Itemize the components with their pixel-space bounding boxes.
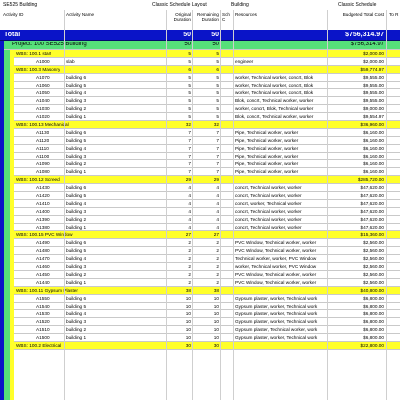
activity-row[interactable] — [0, 113, 400, 121]
original-duration: 5 — [188, 114, 191, 120]
activity-name: building 6 — [66, 129, 87, 135]
original-duration: 6 — [188, 66, 191, 72]
activity-row[interactable] — [0, 216, 400, 224]
original-duration: 10 — [185, 335, 191, 341]
remaining-duration: 7 — [216, 137, 219, 143]
budgeted-cost: $2,000.00 — [363, 51, 384, 56]
resources: Gypsum plaster, worker, Technical work — [235, 335, 318, 341]
remaining-duration: 10 — [213, 303, 219, 309]
original-duration: 7 — [188, 161, 191, 167]
activity-row[interactable] — [0, 97, 400, 105]
original-duration: 2 — [188, 248, 191, 254]
budgeted-cost: $36,960.00 — [360, 122, 384, 128]
budgeted-cost: $6,800.00 — [363, 319, 384, 325]
original-duration: 2 — [188, 256, 191, 262]
activity-name: building 6 — [66, 74, 87, 80]
wbs-name: WBS: 100.12 Screed — [16, 177, 60, 183]
activity-row[interactable] — [0, 58, 400, 66]
budgeted-cost: $6,160.00 — [363, 137, 384, 143]
budgeted-cost: $9,554.97 — [363, 114, 384, 120]
resources: concrt, Technical worker, worker — [235, 185, 302, 191]
remaining-duration: 10 — [213, 335, 219, 341]
budgeted-cost: $6,800.00 — [363, 311, 384, 317]
original-duration: 5 — [188, 51, 191, 56]
activity-name: building 1 — [66, 169, 87, 175]
budgeted-cost: $6,160.00 — [363, 129, 384, 135]
col-activity-name[interactable]: Activity Name — [66, 12, 95, 17]
resources: Gypsum plaster, worker, Technical work — [235, 303, 318, 309]
wbs-row[interactable] — [0, 176, 400, 184]
original-duration: 4 — [188, 200, 191, 206]
activity-name: building 4 — [66, 256, 87, 262]
total-remaining-duration: 50 — [211, 32, 219, 38]
total-row[interactable] — [0, 30, 400, 41]
activity-row[interactable] — [0, 271, 400, 279]
budgeted-cost: $6,160.00 — [363, 153, 384, 159]
grid-line — [64, 10, 65, 400]
remaining-duration: 5 — [216, 90, 219, 96]
activity-id: A1020 — [36, 114, 50, 120]
budgeted-cost: $40,800.00 — [360, 287, 384, 293]
budgeted-cost: $6,800.00 — [363, 327, 384, 333]
resources: worker, Technical worker, PVC Window — [235, 264, 317, 270]
remaining-duration: 4 — [216, 200, 219, 206]
original-duration: 5 — [188, 82, 191, 88]
original-duration: 7 — [188, 153, 191, 159]
activity-name: building 5 — [66, 137, 87, 143]
activity-name: building 5 — [66, 193, 87, 199]
activity-id: A1000 — [36, 58, 50, 64]
remaining-duration: 4 — [216, 185, 219, 191]
project-budgeted-cost: $756,314.97 — [350, 42, 384, 47]
resources: worker, concrt, Blok, Technical worker — [235, 106, 314, 112]
activity-id: A1480 — [36, 248, 50, 254]
remaining-duration: 2 — [216, 248, 219, 254]
resources: PVC Window, Technical worker, worker — [235, 271, 317, 277]
original-duration: 4 — [188, 193, 191, 199]
original-duration: 2 — [188, 271, 191, 277]
original-duration: 7 — [188, 169, 191, 175]
wbs-row[interactable] — [0, 231, 400, 239]
total-label: Total — [4, 32, 21, 38]
activity-id: A1530 — [36, 311, 50, 317]
activity-id: A1380 — [36, 224, 50, 230]
budgeted-cost: $9,555.00 — [363, 82, 384, 88]
budgeted-cost: $6,160.00 — [363, 145, 384, 151]
remaining-duration: 7 — [216, 129, 219, 135]
remaining-duration: 4 — [216, 216, 219, 222]
activity-row[interactable] — [0, 208, 400, 216]
resources: Gypsum plaster, worker, Technical work — [235, 295, 318, 301]
budgeted-cost: $6,800.00 — [363, 295, 384, 301]
resources: Gypsum plaster, worker, Technical work — [235, 311, 318, 317]
remaining-duration: 10 — [213, 327, 219, 333]
activity-id: A1550 — [36, 295, 50, 301]
remaining-duration: 2 — [216, 271, 219, 277]
budgeted-cost: $2,560.00 — [363, 271, 384, 277]
budgeted-cost: $2,000.00 — [363, 58, 384, 64]
remaining-duration: 32 — [213, 122, 219, 128]
budgeted-cost: $6,160.00 — [363, 169, 384, 175]
remaining-duration: 7 — [216, 153, 219, 159]
remaining-duration: 4 — [216, 208, 219, 214]
resources: engineer — [235, 58, 254, 64]
remaining-duration: 4 — [216, 224, 219, 230]
activity-id: A1080 — [36, 169, 50, 175]
activity-row[interactable] — [0, 318, 400, 326]
activity-row[interactable] — [0, 263, 400, 271]
budgeted-cost: $22,800.00 — [360, 342, 384, 348]
project-row[interactable] — [0, 41, 400, 50]
remaining-duration: 5 — [216, 106, 219, 112]
budgeted-cost: $6,160.00 — [363, 161, 384, 167]
project-code: SE525 Building — [3, 2, 38, 8]
activity-id: A1490 — [36, 240, 50, 246]
budgeted-cost: $6,800.00 — [363, 303, 384, 309]
activity-id: A1100 — [36, 153, 50, 159]
layout-name: Classic Schedule Layout — [152, 2, 207, 8]
activity-name: building 1 — [66, 335, 87, 341]
building-label: Building — [231, 2, 249, 8]
budgeted-cost: $15,360.00 — [360, 232, 384, 238]
activity-id: A1510 — [36, 327, 50, 333]
activity-id: A1470 — [36, 256, 50, 262]
remaining-duration: 5 — [216, 58, 219, 64]
project-remaining-duration: 50 — [212, 42, 219, 47]
total-budgeted-cost: $756,314.97 — [345, 32, 384, 38]
remaining-duration: 5 — [216, 82, 219, 88]
activity-name: building 1 — [66, 279, 87, 285]
original-duration: 10 — [185, 311, 191, 317]
remaining-duration: 5 — [216, 114, 219, 120]
resources: concrt, Technical worker, worker — [235, 208, 302, 214]
activity-row[interactable] — [0, 303, 400, 311]
wbs-name: WBS: 100.2 Electrical — [16, 342, 62, 348]
remaining-duration: 5 — [216, 74, 219, 80]
remaining-duration: 7 — [216, 161, 219, 167]
wbs-name: WBS: 100.11 Gypsum Plaster — [16, 287, 78, 293]
remaining-duration: 5 — [216, 51, 219, 56]
original-duration: 4 — [188, 208, 191, 214]
original-duration: 10 — [185, 327, 191, 333]
remaining-duration: 7 — [216, 169, 219, 175]
resources: Gypsum plaster, worker, Technical work — [235, 319, 318, 325]
activity-name: building 5 — [66, 82, 87, 88]
activity-name: building 3 — [66, 208, 87, 214]
budgeted-cost: $9,555.00 — [363, 98, 384, 104]
col-budgeted-cost[interactable]: Budgeted Total Cost — [342, 12, 384, 17]
original-duration: 4 — [188, 216, 191, 222]
resources: Blok, concrt, Technical worker, worker — [235, 114, 314, 120]
activity-row[interactable] — [0, 279, 400, 287]
remaining-duration: 38 — [213, 287, 219, 293]
resources: concrt, worker, Technical worker — [235, 200, 302, 206]
remaining-duration: 6 — [216, 66, 219, 72]
grid-line — [327, 10, 328, 400]
resources: Pipe, Technical worker, worker — [235, 169, 299, 175]
resources: worker, Technical worker, concrt, Blok — [235, 90, 314, 96]
resources: PVC Window, Technical worker, worker — [235, 279, 317, 285]
original-duration: 5 — [188, 74, 191, 80]
activity-id: A1520 — [36, 319, 50, 325]
activity-name: building 3 — [66, 98, 87, 104]
activity-name: building 3 — [66, 264, 87, 270]
budgeted-cost: $47,620.00 — [360, 193, 384, 199]
resources: Pipe, Technical worker, worker — [235, 153, 299, 159]
resources: Gypsum plaster, Technical worker, work — [235, 327, 318, 333]
col-schedule[interactable]: Sch C — [222, 12, 230, 22]
original-duration: 7 — [188, 137, 191, 143]
activity-row[interactable] — [0, 200, 400, 208]
remaining-duration: 5 — [216, 98, 219, 104]
activity-id: A1540 — [36, 303, 50, 309]
col-remaining-duration[interactable]: Remaining Duration — [197, 12, 219, 22]
grid-line — [166, 10, 167, 400]
activity-name: building 1 — [66, 114, 87, 120]
activity-name: building 3 — [66, 153, 87, 159]
activity-id: A1090 — [36, 161, 50, 167]
grid-line — [386, 10, 387, 400]
remaining-duration: 10 — [213, 319, 219, 325]
original-duration: 38 — [185, 287, 191, 293]
activity-row[interactable] — [0, 310, 400, 318]
activity-row[interactable] — [0, 168, 400, 176]
activity-row[interactable] — [0, 247, 400, 255]
activity-id: A1410 — [36, 200, 50, 206]
activity-name: building 2 — [66, 271, 87, 277]
budgeted-cost: $2,560.00 — [363, 264, 384, 270]
resources: concrt, Technical worker, worker — [235, 216, 302, 222]
original-duration: 10 — [185, 319, 191, 325]
original-duration: 5 — [188, 58, 191, 64]
budgeted-cost: $47,620.00 — [360, 224, 384, 230]
budgeted-cost: $9,555.00 — [363, 90, 384, 96]
activity-name: building 2 — [66, 327, 87, 333]
wbs-name: WBS: 100.1 start — [16, 51, 52, 56]
resources: Technical worker, worker, PVC Window — [235, 256, 317, 262]
activity-row[interactable] — [0, 105, 400, 113]
budgeted-cost: $2,560.00 — [363, 279, 384, 285]
activity-table — [0, 30, 400, 350]
original-duration: 4 — [188, 185, 191, 191]
project-label: Project: 100 SE525 Building — [12, 42, 87, 47]
activity-id: A1120 — [36, 137, 50, 143]
original-duration: 30 — [185, 342, 191, 348]
activity-row[interactable] — [0, 326, 400, 334]
budgeted-cost: $59,774.97 — [360, 66, 384, 72]
original-duration: 7 — [188, 145, 191, 151]
activity-row[interactable] — [0, 153, 400, 161]
resources: Blok, concrt, Technical worker, worker — [235, 98, 314, 104]
original-duration: 29 — [185, 177, 191, 183]
activity-row[interactable] — [0, 160, 400, 168]
resources: Pipe, Technical worker, worker — [235, 145, 299, 151]
activity-row[interactable] — [0, 334, 400, 342]
layout-name-right: Classic Schedule — [338, 2, 377, 8]
resources: concrt, Technical worker, worker — [235, 193, 302, 199]
activity-row[interactable] — [0, 89, 400, 97]
budgeted-cost: $9,000.00 — [363, 106, 384, 112]
original-duration: 2 — [188, 240, 191, 246]
remaining-duration: 10 — [213, 295, 219, 301]
original-duration: 32 — [185, 122, 191, 128]
budgeted-cost: $47,620.00 — [360, 208, 384, 214]
activity-name: building 1 — [66, 224, 87, 230]
col-original-duration[interactable]: Original Duration — [173, 12, 191, 22]
original-duration: 10 — [185, 303, 191, 309]
grid-line — [192, 10, 193, 400]
activity-id: A1450 — [36, 271, 50, 277]
activity-id: A1390 — [36, 216, 50, 222]
resources: worker, Technical worker, concrt, Blok — [235, 82, 314, 88]
activity-name: building 4 — [66, 311, 87, 317]
total-original-duration: 50 — [183, 32, 191, 38]
activity-row[interactable] — [0, 129, 400, 137]
activity-row[interactable] — [0, 74, 400, 82]
activity-row[interactable] — [0, 137, 400, 145]
budgeted-cost: $47,620.00 — [360, 185, 384, 191]
activity-row[interactable] — [0, 224, 400, 232]
wbs-name: WBS: 100.15 PVC Window — [16, 232, 73, 238]
grid-line — [220, 10, 221, 400]
original-duration: 2 — [188, 264, 191, 270]
resources: PVC Window, Technical worker, worker — [235, 240, 317, 246]
original-duration: 7 — [188, 129, 191, 135]
activity-id: A1050 — [36, 90, 50, 96]
resources: Pipe, Technical worker, worker — [235, 129, 299, 135]
wbs-row[interactable] — [0, 66, 400, 74]
activity-row[interactable] — [0, 145, 400, 153]
original-duration: 5 — [188, 90, 191, 96]
activity-name: building 2 — [66, 161, 87, 167]
original-duration: 2 — [188, 279, 191, 285]
activity-name: building 4 — [66, 145, 87, 151]
budgeted-cost: $9,555.00 — [363, 74, 384, 80]
activity-row[interactable] — [0, 255, 400, 263]
remaining-duration: 2 — [216, 279, 219, 285]
activity-id: A1130 — [36, 129, 50, 135]
remaining-duration: 30 — [213, 342, 219, 348]
remaining-duration: 27 — [213, 232, 219, 238]
budgeted-cost: $285,720.00 — [357, 177, 384, 183]
remaining-duration: 7 — [216, 145, 219, 151]
original-duration: 10 — [185, 295, 191, 301]
activity-name: building 5 — [66, 248, 87, 254]
activity-name: building 6 — [66, 185, 87, 191]
activity-name: building 2 — [66, 106, 87, 112]
budgeted-cost: $2,560.00 — [363, 256, 384, 262]
resources: Pipe, Technical worker, worker — [235, 161, 299, 167]
remaining-duration: 10 — [213, 311, 219, 317]
activity-name: slab — [66, 58, 75, 64]
budgeted-cost: $2,560.00 — [363, 240, 384, 246]
wbs-row[interactable] — [0, 287, 400, 295]
activity-id: A1500 — [36, 335, 50, 341]
activity-id: A1420 — [36, 193, 50, 199]
wbs-row[interactable] — [0, 121, 400, 129]
activity-id: A1440 — [36, 279, 50, 285]
resources: concrt, Technical worker, worker — [235, 224, 302, 230]
original-duration: 5 — [188, 98, 191, 104]
project-original-duration: 50 — [184, 42, 191, 47]
remaining-duration: 2 — [216, 256, 219, 262]
col-activity-id[interactable]: Activity ID — [3, 12, 24, 17]
activity-id: A1040 — [36, 98, 50, 104]
activity-id: A1030 — [36, 106, 50, 112]
col-extra[interactable]: To R — [389, 12, 399, 17]
activity-name: building 2 — [66, 216, 87, 222]
activity-row[interactable] — [0, 192, 400, 200]
remaining-duration: 2 — [216, 240, 219, 246]
activity-name: building 4 — [66, 90, 87, 96]
resources: PVC Window, Technical worker, worker — [235, 248, 317, 254]
wbs-name: WBS: 100.13 Mechanical — [16, 122, 69, 128]
activity-name: building 6 — [66, 295, 87, 301]
original-duration: 5 — [188, 106, 191, 112]
remaining-duration: 2 — [216, 264, 219, 270]
budgeted-cost: $47,620.00 — [360, 200, 384, 206]
budgeted-cost: $47,620.00 — [360, 216, 384, 222]
wbs-row[interactable] — [0, 50, 400, 58]
remaining-duration: 4 — [216, 193, 219, 199]
activity-id: A1460 — [36, 264, 50, 270]
activity-id: A1070 — [36, 74, 50, 80]
activity-id: A1060 — [36, 82, 50, 88]
activity-row[interactable] — [0, 239, 400, 247]
activity-name: building 6 — [66, 240, 87, 246]
activity-id: A1110 — [36, 145, 49, 151]
activity-name: building 4 — [66, 200, 87, 206]
activity-row[interactable] — [0, 295, 400, 303]
col-resources[interactable]: Resources — [235, 12, 257, 17]
budgeted-cost: $2,560.00 — [363, 248, 384, 254]
grid-line — [233, 10, 234, 400]
activity-id: A1400 — [36, 208, 50, 214]
column-header-row — [0, 10, 400, 31]
activity-row[interactable] — [0, 82, 400, 90]
resources: Pipe, Technical worker, worker — [235, 137, 299, 143]
original-duration: 27 — [185, 232, 191, 238]
original-duration: 4 — [188, 224, 191, 230]
remaining-duration: 29 — [213, 177, 219, 183]
budgeted-cost: $6,800.00 — [363, 335, 384, 341]
resources: worker, Technical worker, concrt, Blok — [235, 74, 314, 80]
wbs-row[interactable] — [0, 342, 400, 350]
activity-name: building 5 — [66, 303, 87, 309]
activity-id: A1430 — [36, 185, 50, 191]
activity-row[interactable] — [0, 184, 400, 192]
activity-name: building 3 — [66, 319, 87, 325]
wbs-band — [10, 50, 14, 400]
wbs-name: WBS: 100.3 Masonry — [16, 66, 61, 72]
